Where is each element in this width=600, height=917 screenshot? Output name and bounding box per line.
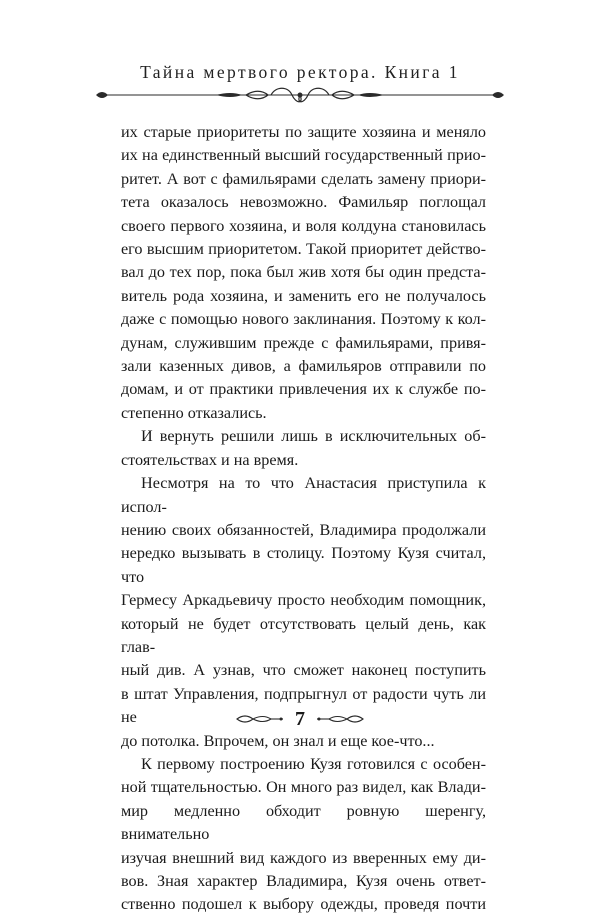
- text-line: нению своих обязанностей, Владимира продолжали: [121, 520, 486, 539]
- text-line: ный див. А узнав, что сможет наконец поступить: [121, 661, 486, 680]
- text-line: И вернуть решили лишь в исключительных об-: [141, 427, 486, 446]
- text-line: их на единственный высший государственный прио-: [121, 146, 486, 165]
- text-line: вал до тех пор, пока был жив хотя бы один предста-: [121, 263, 486, 282]
- text-line: его высшим приоритетом. Такой приоритет действо-: [121, 240, 486, 259]
- page-body-text: [121, 121, 486, 917]
- header-ornament-divider: [96, 84, 504, 106]
- text-line: до потолка. Впрочем, он знал и еще кое-что...: [121, 731, 435, 750]
- text-line: мир медленно обходит ровную шеренгу, внимательно: [121, 801, 486, 844]
- text-line: их старые приоритеты по защите хозяина и меняло: [121, 123, 486, 141]
- page-number: 7: [295, 708, 305, 730]
- text-line: тета оказалось невозможно. Фамильяр поглощал: [121, 193, 486, 212]
- text-line: домам, и от практики привлечения их к службе по-: [121, 380, 486, 399]
- text-line: Несмотря на то что Анастасия приступила к испол-: [121, 474, 486, 516]
- text-line: который не будет отсутствовать целый день, как глав-: [121, 614, 486, 656]
- text-line: в штат Управления, подпрыгнул от радости чуть ли не: [121, 684, 486, 727]
- text-line: своего первого хозяина, и воля колдуна становилась: [121, 216, 486, 235]
- text-line: даже с помощью нового заклинания. Поэтому к кол-: [121, 310, 486, 329]
- text-line: вов. Зная характер Владимира, Кузя очень ответ-: [121, 872, 486, 890]
- footer-ornament-right-icon: [315, 711, 365, 727]
- text-line: ритет. А вот с фамильярами сделать замену приори-: [121, 169, 486, 188]
- text-line: зали казенных дивов, а фамильяров отправили по: [121, 357, 486, 376]
- text-line: Гермесу Аркадьевичу просто необходим помощник,: [121, 591, 486, 610]
- running-header-title: Тайна мертвого ректора. Книга 1: [140, 62, 460, 82]
- text-line: дунам, служившим прежде с фамильярами, привя-: [121, 333, 486, 352]
- text-line: ственно подошел к выбору одежды, проведя почти: [121, 895, 486, 914]
- text-line: витель рода хозяина, и заменить его не получалось: [121, 286, 486, 305]
- page-footer: [0, 705, 600, 735]
- text-line: нередко вызывать в столицу. Поэтому Кузя считал, что: [121, 544, 486, 586]
- text-line: К первому построению Кузя готовился с особен-: [141, 754, 486, 773]
- text-line: степенно отказались.: [121, 403, 267, 422]
- text-line: стоятельствах и на время.: [121, 450, 299, 469]
- text-line: изучая внешний вид каждого из вверенных ему ди-: [121, 848, 486, 867]
- text-line: ной тщательностью. Он много раз видел, как Влади-: [121, 778, 486, 797]
